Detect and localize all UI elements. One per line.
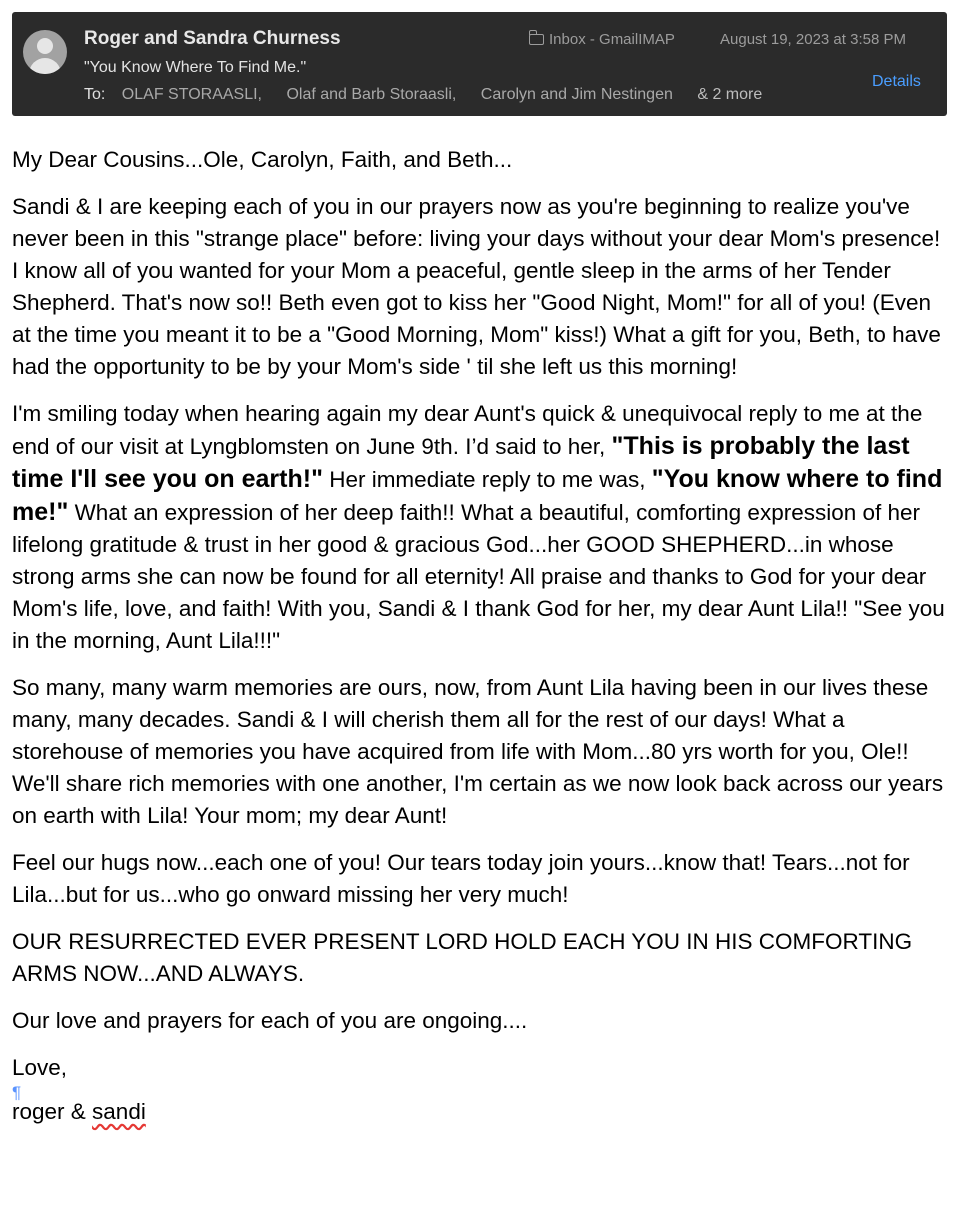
recipients-line [84, 86, 762, 104]
recipient[interactable]: Carolyn and Jim Nestingen [480, 86, 673, 103]
paragraph-1: Sandi & I are keeping each of you in our prayers now as you're beginning to realize you've never been in this "strange place" before: living your days without your dear Mom's presence! I know all of you wanted for your Mom a peaceful, gentle sleep in the arms of her Tender Shepherd. That's now so!! Beth even got to kiss her "Good Night, Mom!" for all of you! (Even at the time you meant it to be a "Good Morning, Mom" kiss!) What a gift for you, Beth, to have had the opportunity to be by your Mom's side ' til she left us this morning! [12, 194, 941, 379]
folder-icon [529, 34, 544, 45]
paragraph-2-text: I'm smiling today when hearing again my dear Aunt's quick & unequivocal reply to me at the end of our visit at Lyngblomsten on June 9th. I’d said to her, [12, 401, 923, 459]
email-header [12, 12, 947, 116]
paragraph-2-text: Her immediate reply to me was, [322, 467, 652, 492]
paragraph-5: OUR RESURRECTED EVER PRESENT LORD HOLD EACH YOU IN HIS COMFORTING ARMS NOW...AND ALWAYS. [12, 929, 913, 986]
email-body [12, 144, 952, 1128]
email-subject: "You Know Where To Find Me." [84, 59, 307, 76]
avatar-body [29, 58, 61, 74]
mailbox-label [529, 31, 675, 48]
person-icon [23, 30, 67, 74]
mailbox-name: Inbox - GmailIMAP [549, 31, 675, 48]
recipient[interactable]: OLAF STORAASLI, [121, 86, 262, 103]
to-label: To: [84, 86, 106, 103]
more-recipients-link[interactable]: & 2 more [697, 86, 763, 103]
quote-find-me: "You know where to find me!" [12, 465, 943, 526]
quote-last-time: "This is probably the last time I'll see you on earth!" [12, 432, 910, 493]
misspelled-word[interactable]: sandi [92, 1099, 146, 1124]
paragraph-4: Feel our hugs now...each one of you! Our tears today join yours...know that! Tears...not for Lila...but for us...who go onward missing her very much! [12, 850, 910, 907]
details-button[interactable]: Details [872, 73, 921, 90]
signature [12, 1096, 952, 1128]
paragraph-2-text: What an expression of her deep faith!! What a beautiful, comforting expression of her lifelong gratitude & trust in her good & gracious God...her GOOD SHEPHERD...in whose strong arms she can now be found for all eternity! All praise and thanks to God for your dear Mom's life, love, and faith! With you, Sandi & I thank God for her, my dear Aunt Lila!! "See you in the morning, Aunt Lila!!!" [12, 500, 945, 653]
paragraph-2 [12, 398, 952, 657]
paragraph-3: So many, many warm memories are ours, now, from Aunt Lila having been in our lives these many, many decades. Sandi & I will cherish them all for the rest of our days! What a storehouse of memories you have acquired from life with Mom...80 yrs worth for you, Ole!! We'll share rich memories with one another, I'm certain as we now look back across our years on earth with Lila! Your mom; my dear Aunt! [12, 675, 944, 828]
sender-name[interactable]: Roger and Sandra Churness [84, 28, 341, 49]
email-date: August 19, 2023 at 3:58 PM [720, 31, 906, 48]
recipient[interactable]: Olaf and Barb Storaasli, [286, 86, 457, 103]
signature-text: roger & [12, 1099, 93, 1124]
pilcrow-mark: ¶ [12, 1083, 22, 1102]
greeting: My Dear Cousins...Ole, Carolyn, Faith, and Beth... [12, 147, 513, 172]
paragraph-6: Our love and prayers for each of you are ongoing.... [12, 1008, 528, 1033]
closing: Love, [12, 1055, 68, 1080]
avatar-head [37, 38, 53, 54]
